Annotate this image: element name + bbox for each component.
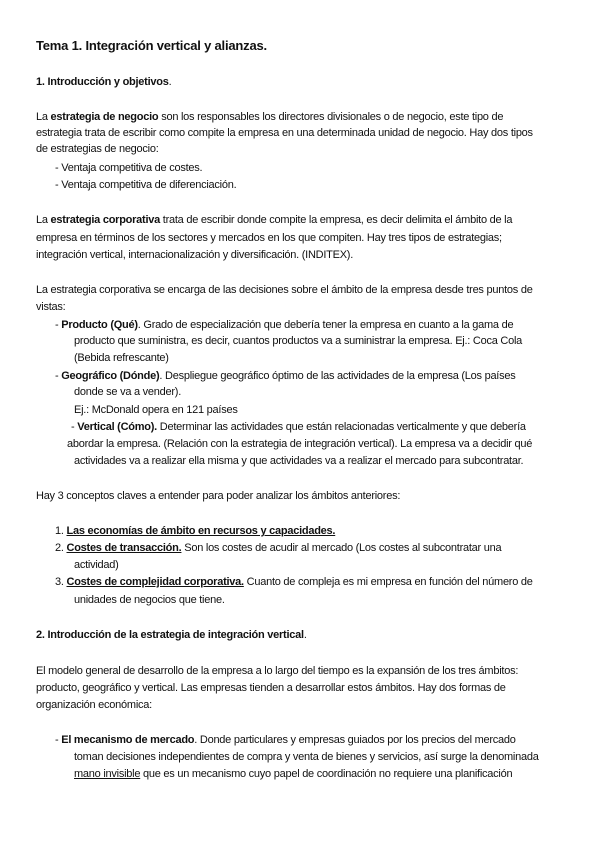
- p3-producto-line-3: (Bebida refrescante): [74, 352, 169, 364]
- p3-term-producto: Producto (Qué): [61, 319, 138, 331]
- p6-l3-rest: que es un mecanismo cuyo papel de coordinación no requiere una planificación: [140, 768, 513, 780]
- p4-item-1: [55, 524, 335, 538]
- p3-producto-line-2: producto que suministra, es decir, cuantos productos va a suministrar la empresa. Ej.: Coca Cola: [74, 335, 523, 347]
- p5-line-2: producto, geográfico y vertical. Las empresas tienden a desarrollar estos ámbitos. Hay dos formas de: [36, 682, 506, 694]
- p6-line-2: toman decisiones independientes de compra y venta de bienes y servicios, así surge la denominada: [74, 751, 539, 763]
- p3-geografico-line-2: donde se va a vender).: [74, 386, 182, 398]
- p4-item-2-desc: Son los costes de acudir al mercado (Los costes al subcontratar una: [181, 542, 502, 554]
- p4-item-2-line-2: actividad): [74, 559, 119, 571]
- p1-l1a: La: [36, 111, 51, 123]
- p1-line-3: de estrategias de negocio:: [36, 143, 159, 155]
- p6-dash: -: [55, 734, 62, 746]
- p3-term-vertical: Vertical (Cómo).: [77, 421, 157, 433]
- p3-producto-line-1: [55, 318, 513, 332]
- section-2-heading: [36, 628, 307, 642]
- p5-line-1: El modelo general de desarrollo de la empresa a lo largo del tiempo es la expansión de los tres ámbitos:: [36, 665, 519, 677]
- p1-term-estrategia-negocio: estrategia de negocio: [50, 111, 159, 123]
- p2-line-3: integración vertical, internacionalización y diversificación. (INDITEX).: [36, 249, 354, 261]
- p3-vertical-line-1: [71, 420, 526, 434]
- p1-line-2: estrategia trata de escribir como compite la empresa en una determinada unidad de negocio. Hay dos tipos: [36, 127, 533, 139]
- p4-item-3-line-2: unidades de negocios que tiene.: [74, 594, 225, 606]
- p6-term-mano-invisible: mano invisible: [74, 768, 141, 780]
- p3-term-geografico: Geográfico (Dónde): [61, 370, 160, 382]
- p2-line-2: empresa en términos de los sectores y mercados en los que compiten. Hay tres tipos de estrategias;: [36, 232, 502, 244]
- p4-item-1-number: 1.: [55, 525, 64, 537]
- p5-line-3: organización económica:: [36, 699, 152, 711]
- section-2-heading-text: 2. Introducción de la estrategia de integración vertical: [36, 629, 304, 641]
- p1-bullet-1: - Ventaja competitiva de costes.: [55, 162, 203, 174]
- p2-l1a: La: [36, 214, 51, 226]
- p1-bullet-2: - Ventaja competitiva de diferenciación.: [55, 179, 237, 191]
- p2-l1c: trata de escribir donde compite la empresa, es decir delimita el ámbito de la: [159, 214, 513, 226]
- p6-term-mecanismo-mercado: El mecanismo de mercado: [61, 734, 195, 746]
- p4-item-3-number: 3.: [55, 576, 64, 588]
- p3-line-2: vistas:: [36, 301, 66, 313]
- section-1-heading: [36, 75, 171, 89]
- document-title: Tema 1. Integración vertical y alianzas.: [36, 38, 267, 53]
- p4-item-3-desc: Cuanto de compleja es mi empresa en función del número de: [243, 576, 533, 588]
- p4-intro: Hay 3 conceptos claves a entender para poder analizar los ámbitos anteriores:: [36, 490, 401, 502]
- p3-line-1: La estrategia corporativa se encarga de las decisiones sobre el ámbito de la empresa desde tres puntos de: [36, 284, 533, 296]
- p6-line-3: [74, 767, 512, 781]
- p3-geografico-desc: . Despliegue geográfico óptimo de las actividades de la empresa (Los países: [159, 370, 516, 382]
- section-1-heading-end: .: [168, 76, 172, 88]
- p6-line-1: [55, 733, 516, 747]
- section-1-heading-text: 1. Introducción y objetivos: [36, 76, 169, 88]
- p6-l1-desc: . Donde particulares y empresas guiados por los precios del mercado: [194, 734, 516, 746]
- p3-vertical-dash: -: [71, 421, 78, 433]
- p3-vertical-line-3: actividades va a realizar ella misma y que actividades va a realizar el mercado para subcontratar.: [74, 455, 524, 467]
- p2-line-1: [36, 213, 512, 227]
- p3-geografico-line-1: [55, 369, 515, 383]
- p4-item-2-number: 2.: [55, 542, 64, 554]
- p3-geografico-dash: -: [55, 370, 62, 382]
- p3-geografico-line-3: Ej.: McDonald opera en 121 países: [74, 404, 238, 416]
- section-2-heading-end: .: [303, 629, 307, 641]
- p4-item-2-term: Costes de transacción.: [66, 542, 182, 554]
- p4-item-2: [55, 541, 501, 555]
- p3-vertical-desc: Determinar las actividades que están relacionadas verticalmente y que debería: [156, 421, 526, 433]
- p4-item-3-term: Costes de complejidad corporativa.: [66, 576, 244, 588]
- p1-l1c: son los responsables los directores divisionales o de negocio, este tipo de: [158, 111, 504, 123]
- p1-line-1: [36, 110, 503, 124]
- p3-vertical-line-2: abordar la empresa. (Relación con la estrategia de integración vertical). La empresa va a decidir qué: [67, 438, 533, 450]
- p4-item-1-text: Las economías de ámbito en recursos y capacidades.: [66, 525, 336, 537]
- p3-producto-dash: -: [55, 319, 62, 331]
- p3-producto-desc: . Grado de especialización que debería tener la empresa en cuanto a la gama de: [137, 319, 514, 331]
- p2-term-estrategia-corporativa: estrategia corporativa: [50, 214, 160, 226]
- p4-item-3: [55, 575, 533, 589]
